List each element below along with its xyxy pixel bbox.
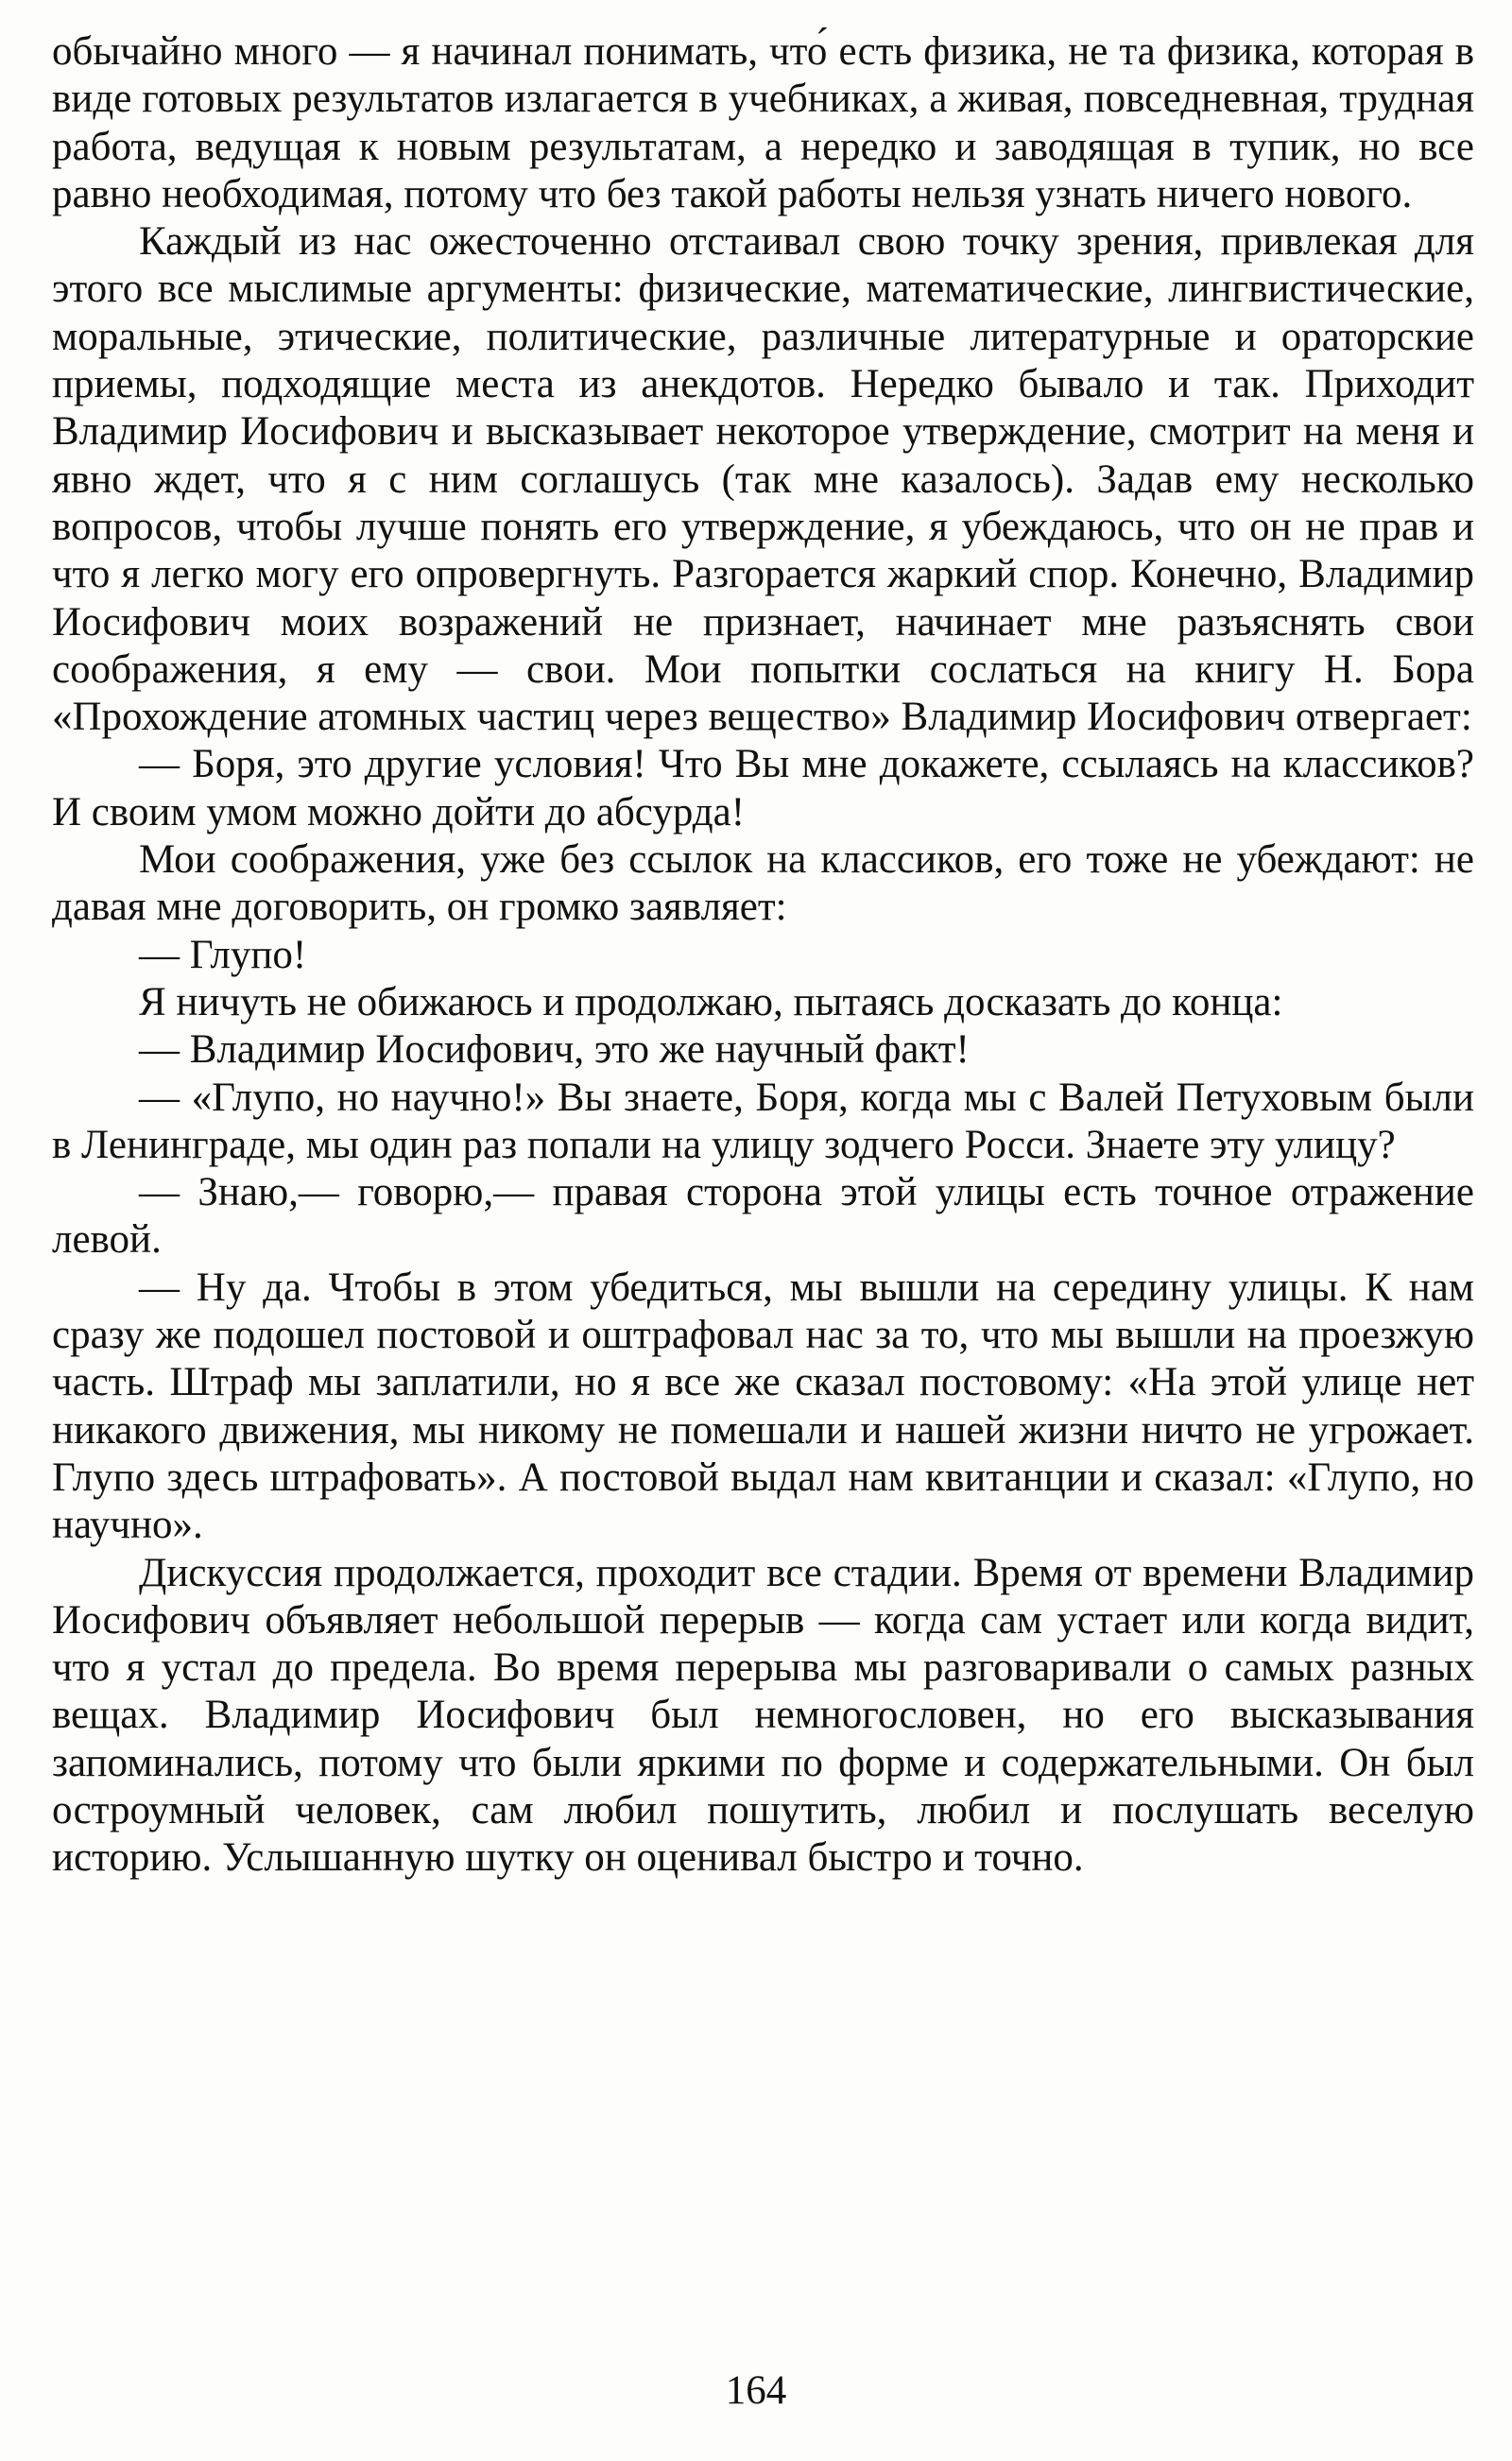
dialogue-line: — Боря, это другие условия! Что Вы мне докажете, ссылаясь на классиков? И своим умом можно дойти до абсурда! [52, 742, 1474, 835]
dialogue-line: — «Глупо, но научно!» Вы знаете, Боря, когда мы с Валей Петуховым были в Ленинграде, мы один раз попали на улицу зодчего Росси. Знаете эту улицу? [52, 1075, 1474, 1167]
dialogue-line: — Ну да. Чтобы в этом убедиться, мы вышли на середину улицы. К нам сразу же подошел постовой и оштрафовал нас за то, что мы вышли на проезжую часть. Штраф мы заплатили, но я все же сказал постовому: «На этой улице нет никакого движения, мы никому не помешали и нашей жизни ничто не угрожает. Глупо здесь штрафовать». А постовой выдал нам квитанции и сказал: «Глупо, но научно». [52, 1265, 1474, 1548]
paragraph-argument: Каждый из нас ожесточенно отстаивал свою точку зрения, привлекая для этого все мыслимые аргументы: физические, математические, лингвистические, моральные, этические, политические, различные литературные и ораторские приемы, подходящие места из анекдотов. Нередко бывало и так. Приходит Владимир Иосифович и высказывает некоторое утверждение, смотрит на меня и явно ждет, что я с ним соглашусь (так мне казалось). Задав ему несколько вопросов, чтобы лучше понять его утверждение, я убеждаюсь, что он не прав и что я легко могу его опровергнуть. Разгорается жаркий спор. Конечно, Владимир Иосифович моих возражений не признает, начинает мне разъяснять свои соображения, я ему — свои. Мои попытки сослаться на книгу Н. Бора «Прохождение атомных частиц через вещество» Владимир Иосифович отвергает: [52, 219, 1474, 740]
paragraph-discussion: Дискуссия продолжается, проходит все стадии. Время от времени Владимир Иосифович объявляет небольшой перерыв — когда сам устает или когда видит, что я устал до предела. Во время перерыва мы разговаривали о самых разных вещах. Владимир Иосифович был немногословен, но его высказывания запоминались, потому что были яркими по форме и содержательными. Он был остроумный человек, сам любил пошутить, любил и послушать веселую историю. Услышанную шутку он оценивал быстро и точно. [52, 1550, 1474, 1881]
page-number: 164 [725, 2368, 787, 2413]
paragraph-narration: Мои соображения, уже без ссылок на классиков, его тоже не убеждают: не давая мне договорить, он громко заявляет: [52, 837, 1474, 930]
paragraph-narration: Я ничуть не обижаюсь и продолжаю, пытаясь досказать до конца: [139, 979, 1283, 1024]
dialogue-line: — Глупо! [139, 932, 307, 977]
paragraph-continuation: обычайно много — я начинал понимать, что́ есть физика, не та физика, которая в виде готовых результатов излагается в учебниках, а живая, повседневная, трудная работа, ведущая к новым результатам, а нередко и заводящая в тупик, но все равно необходимая, потому что без такой работы нельзя узнать ничего нового. [52, 29, 1474, 216]
body-text [52, 28, 1474, 1883]
dialogue-line: — Знаю,— говорю,— правая сторона этой улицы есть точное отражение левой. [52, 1170, 1474, 1263]
dialogue-line: — Владимир Иосифович, это же научный факт! [139, 1027, 970, 1073]
